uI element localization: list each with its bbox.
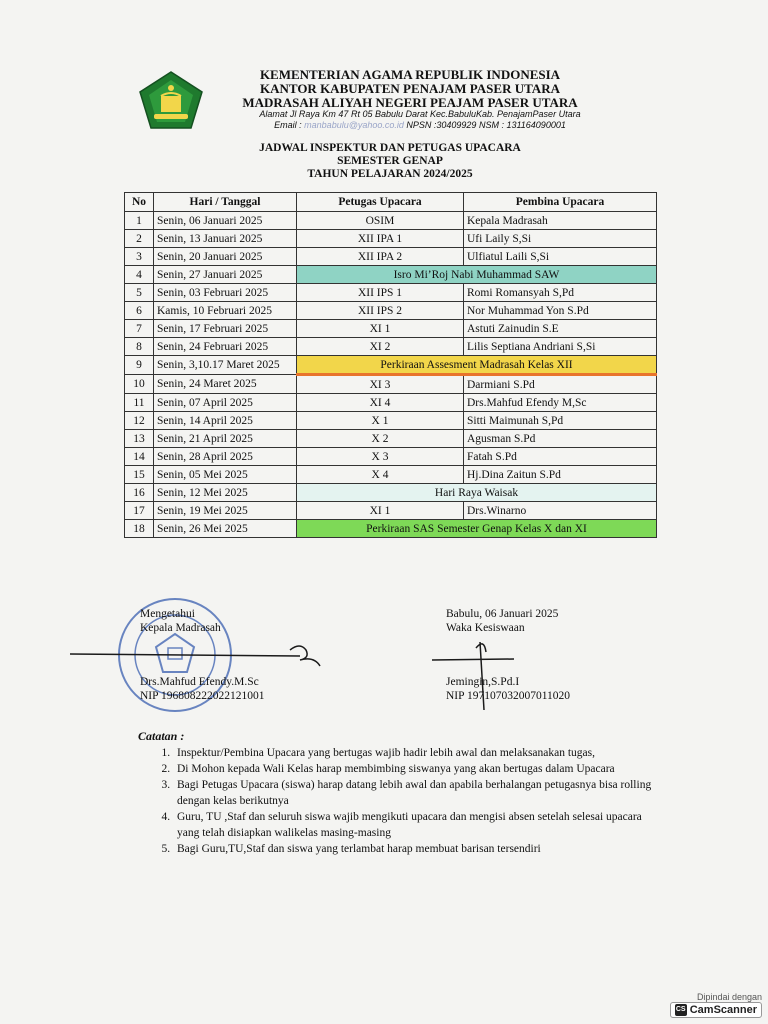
row-petugas: XI 2 — [297, 338, 464, 356]
table-row — [125, 430, 657, 448]
notes-list — [153, 745, 653, 857]
sig-left-role: Kepala Madrasah — [140, 622, 221, 634]
scanner-brand-name: CamScanner — [689, 1004, 757, 1016]
table-row — [125, 284, 657, 302]
sig-left-nip: NIP 196808222022121001 — [140, 690, 265, 702]
sig-right-place-date: Babulu, 06 Januari 2025 — [446, 608, 559, 620]
row-no: 6 — [125, 302, 154, 320]
row-date: Senin, 3,10.17 Maret 2025 — [154, 356, 297, 375]
sig-right-name: Jemingin,S.Pd.I — [446, 676, 520, 688]
col-petugas: Petugas Upacara — [297, 193, 464, 212]
header-school: MADRASAH ALIYAH NEGERI PEAJAM PASER UTARA — [242, 95, 578, 110]
col-date: Hari / Tanggal — [154, 193, 297, 212]
row-date: Senin, 26 Mei 2025 — [154, 520, 297, 538]
row-date: Senin, 05 Mei 2025 — [154, 466, 297, 484]
row-pembina: Nor Muhammad Yon S.Pd — [464, 302, 657, 320]
note-item: 4. Guru, TU ,Staf dan seluruh siswa wajib mengikuti upacara dan mengisi absen setelah selesai upacara yang telah disiapkan walikelas masing-masing — [173, 809, 653, 841]
col-no: No — [125, 193, 154, 212]
sig-left-signature — [70, 640, 330, 676]
row-date: Senin, 19 Mei 2025 — [154, 502, 297, 520]
row-petugas: XI 3 — [297, 375, 464, 394]
row-petugas: XI 4 — [297, 394, 464, 412]
doc-title: JADWAL INSPEKTUR DAN PETUGAS UPACARA — [259, 142, 521, 154]
row-pembina: Ulfiatul Laili S,Si — [464, 248, 657, 266]
table-row — [125, 248, 657, 266]
row-pembina: Ufi Laily S,Si — [464, 230, 657, 248]
row-petugas: XII IPA 1 — [297, 230, 464, 248]
row-pembina: Lilis Septiana Andriani S,Si — [464, 338, 657, 356]
row-date: Senin, 20 Januari 2025 — [154, 248, 297, 266]
sig-right-nip: NIP 197107032007011020 — [446, 690, 571, 702]
row-event: Perkiraan SAS Semester Genap Kelas X dan XI — [297, 520, 657, 538]
table-row — [125, 412, 657, 430]
sig-right-role: Waka Kesiswaan — [446, 622, 525, 634]
note-item: 2. Di Mohon kepada Wali Kelas harap membimbing siswanya yang akan bertugas dalam Upacara — [173, 761, 653, 777]
row-no: 1 — [125, 212, 154, 230]
row-petugas: XI 1 — [297, 320, 464, 338]
table-row — [125, 302, 657, 320]
table-row — [125, 394, 657, 412]
row-pembina: Drs.Mahfud Efendy M,Sc — [464, 394, 657, 412]
row-no: 16 — [125, 484, 154, 502]
table-row — [125, 484, 657, 502]
row-no: 8 — [125, 338, 154, 356]
row-date: Senin, 12 Mei 2025 — [154, 484, 297, 502]
header-ministry: KEMENTERIAN AGAMA REPUBLIK INDONESIA — [259, 67, 561, 82]
row-petugas: X 2 — [297, 430, 464, 448]
row-date: Senin, 27 Januari 2025 — [154, 266, 297, 284]
row-pembina: Hj.Dina Zaitun S.Pd — [464, 466, 657, 484]
row-date: Senin, 14 April 2025 — [154, 412, 297, 430]
row-date: Senin, 28 April 2025 — [154, 448, 297, 466]
row-event: Perkiraan Assesment Madrasah Kelas XII — [297, 356, 657, 375]
doc-year: TAHUN PELAJARAN 2024/2025 — [307, 168, 473, 180]
note-item: 3. Bagi Petugas Upacara (siswa) harap datang lebih awal dan apabila berhalangan petugasnya bisa rolling dengan kelas berikutnya — [173, 777, 653, 809]
row-no: 7 — [125, 320, 154, 338]
row-no: 9 — [125, 356, 154, 375]
row-petugas: X 3 — [297, 448, 464, 466]
row-no: 2 — [125, 230, 154, 248]
row-date: Kamis, 10 Februari 2025 — [154, 302, 297, 320]
table-row — [125, 338, 657, 356]
schedule-table — [124, 192, 657, 538]
row-pembina: Fatah S.Pd — [464, 448, 657, 466]
row-pembina: Sitti Maimunah S,Pd — [464, 412, 657, 430]
row-pembina: Agusman S.Pd — [464, 430, 657, 448]
table-row — [125, 375, 657, 394]
row-pembina: Darmiani S.Pd — [464, 375, 657, 394]
notes-title: Catatan : — [138, 729, 185, 743]
row-date: Senin, 03 Februari 2025 — [154, 284, 297, 302]
row-date: Senin, 07 April 2025 — [154, 394, 297, 412]
doc-semester: SEMESTER GENAP — [337, 155, 443, 167]
row-date: Senin, 24 Maret 2025 — [154, 375, 297, 394]
row-pembina: Kepala Madrasah — [464, 212, 657, 230]
table-row — [125, 466, 657, 484]
row-petugas: XII IPS 1 — [297, 284, 464, 302]
row-event: Isro Mi’Roj Nabi Muhammad SAW — [297, 266, 657, 284]
npsn-value: NPSN :30409929 NSM : 131164090001 — [406, 120, 566, 130]
row-date: Senin, 21 April 2025 — [154, 430, 297, 448]
table-row — [125, 266, 657, 284]
table-row — [125, 520, 657, 538]
table-row — [125, 356, 657, 375]
header-address: Alamat Jl Raya Km 47 Rt 05 Babulu Darat Kec.BabuluKab. PenajamPaser Utara — [259, 109, 581, 119]
row-no: 12 — [125, 412, 154, 430]
scanner-brand — [670, 1002, 762, 1018]
row-pembina: Astuti Zainudin S.E — [464, 320, 657, 338]
table-row — [125, 320, 657, 338]
row-petugas: X 1 — [297, 412, 464, 430]
scanner-watermark — [670, 992, 762, 1018]
row-petugas: XII IPS 2 — [297, 302, 464, 320]
table-row — [125, 230, 657, 248]
row-date: Senin, 06 Januari 2025 — [154, 212, 297, 230]
row-event: Hari Raya Waisak — [297, 484, 657, 502]
table-row — [125, 502, 657, 520]
email-label: Email : — [274, 120, 302, 130]
row-pembina: Romi Romansyah S,Pd — [464, 284, 657, 302]
row-no: 5 — [125, 284, 154, 302]
row-no: 17 — [125, 502, 154, 520]
note-item: 5. Bagi Guru,TU,Staf dan siswa yang terlambat harap membuat barisan tersendiri — [173, 841, 653, 857]
row-pembina: Drs.Winarno — [464, 502, 657, 520]
row-date: Senin, 24 Februari 2025 — [154, 338, 297, 356]
ministry-logo-icon — [136, 70, 206, 132]
row-date: Senin, 17 Februari 2025 — [154, 320, 297, 338]
row-no: 18 — [125, 520, 154, 538]
camscanner-icon: CS — [675, 1004, 687, 1016]
scanner-caption: Dipindai dengan — [696, 992, 762, 1002]
row-petugas: XII IPA 2 — [297, 248, 464, 266]
row-petugas: X 4 — [297, 466, 464, 484]
row-petugas: XI 1 — [297, 502, 464, 520]
header-contact — [240, 120, 600, 131]
row-petugas: OSIM — [297, 212, 464, 230]
col-pembina: Pembina Upacara — [464, 193, 657, 212]
note-item: 1. Inspektur/Pembina Upacara yang bertugas wajib hadir lebih awal dan melaksanakan tugas, — [173, 745, 653, 761]
row-no: 14 — [125, 448, 154, 466]
row-no: 4 — [125, 266, 154, 284]
row-no: 10 — [125, 375, 154, 394]
email-value: manbabulu@yahoo.co.id — [304, 120, 404, 130]
table-row — [125, 448, 657, 466]
row-no: 15 — [125, 466, 154, 484]
row-no: 3 — [125, 248, 154, 266]
row-date: Senin, 13 Januari 2025 — [154, 230, 297, 248]
sig-left-name: Drs.Mahfud Efendy.M.Sc — [140, 676, 259, 688]
sig-left-label: Mengetahui — [140, 608, 195, 620]
row-no: 11 — [125, 394, 154, 412]
table-header-row — [125, 193, 657, 212]
table-row — [125, 212, 657, 230]
header-office: KANTOR KABUPATEN PENAJAM PASER UTARA — [260, 81, 560, 96]
row-no: 13 — [125, 430, 154, 448]
